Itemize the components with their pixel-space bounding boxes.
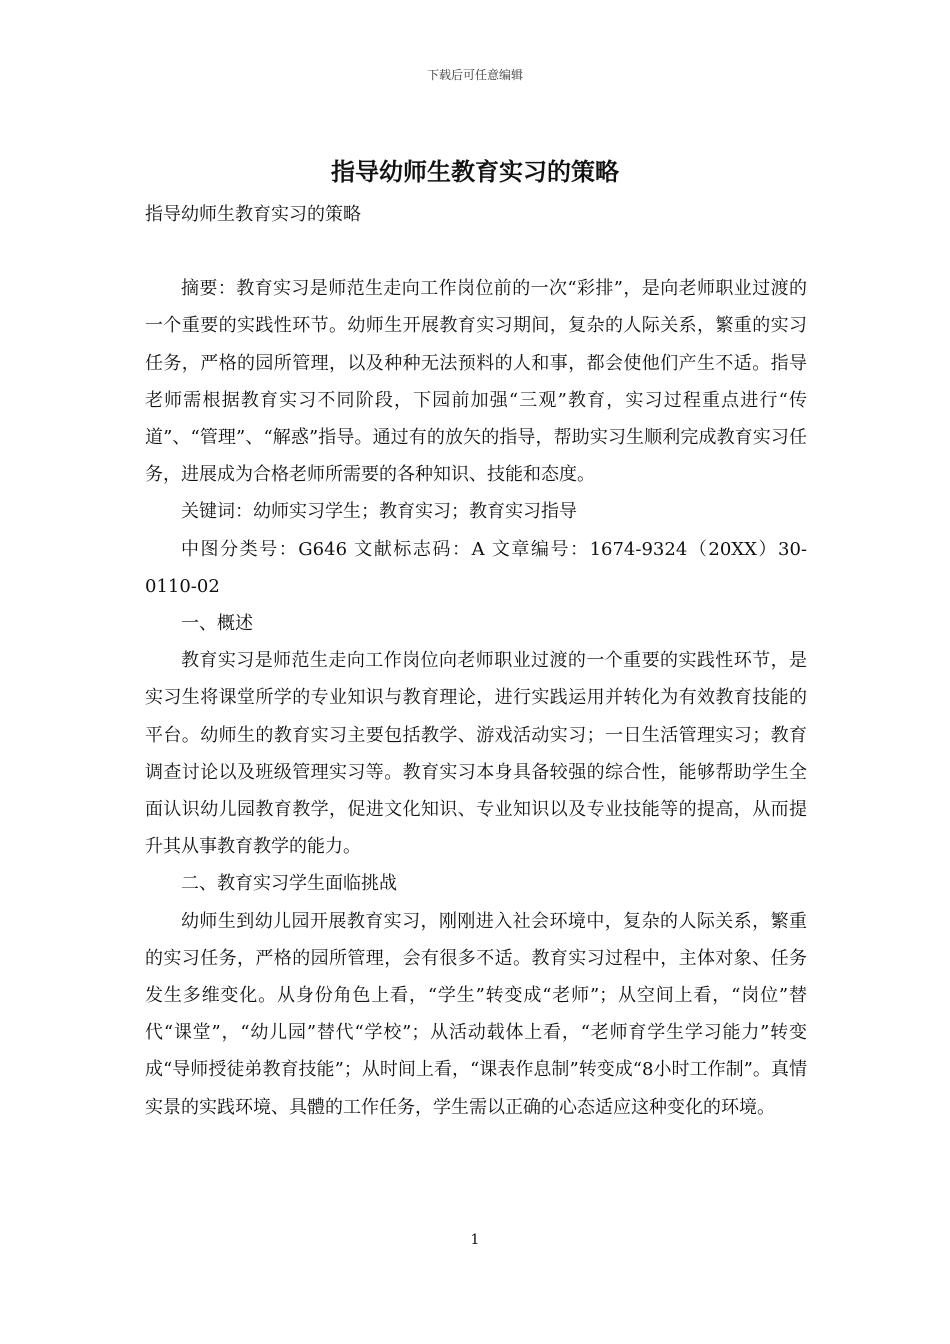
section-body-challenges: 幼师生到幼儿园开展教育实习，刚刚进入社会环境中，复杂的人际关系，繁重的实习任务，严格的园所管理，会有很多不适。教育实习过程中，主体对象、任务发生多维变化。从身份角色上看，“学生”转变成“老师”；从空间上看，“岗位”替代“课堂”，“幼儿园”替代“学校”；从活动载体上看，“老师育学生学习能力”转变成“导师授徒弟教育技能”；从时间上看，“课表作息制”转变成“8小时工作制”。真情实景的实践环境、具體的工作任务，学生需以正确的心态适应这种变化的环境。 xyxy=(145,910,807,1118)
header-note: 下载后可任意编辑 xyxy=(426,68,523,82)
document-subtitle: 指导幼师生教育实习的策略 xyxy=(145,204,361,225)
classification-line: 中图分类号：G646 文献标志码：A 文章编号：1674-9324（20XX）30-0110-02 xyxy=(145,538,807,597)
section-heading-challenges: 二、教育实习学生面临挑战 xyxy=(181,873,397,895)
section-heading-overview: 一、概述 xyxy=(181,613,253,635)
abstract-paragraph: 摘要：教育实习是师范生走向工作岗位前的一次“彩排”，是向老师职业过渡的一个重要的实践性环节。幼师生开展教育实习期间，复杂的人际关系，繁重的实习任务，严格的园所管理，以及种种无法预料的人和事，都会使他们产生不适。指导老师需根据教育实习不同阶段，下园前加强“三观”教育，实习过程重点进行“传道”、“管理”、“解惑”指导。通过有的放矢的指导，帮助实习生顺利完成教育实习任务，进展成为合格老师所需要的各种知识、技能和态度。 xyxy=(145,278,807,486)
document-body xyxy=(145,196,807,1126)
section-body-overview: 教育实习是师范生走向工作岗位向老师职业过渡的一个重要的实践性环节，是实习生将课堂所学的专业知识与教育理论，进行实践运用并转化为有效教育技能的平台。幼师生的教育实习主要包括教学、游戏活动实习；一日生活管理实习；教育调查讨论以及班级管理实习等。教育实习本身具备较强的综合性，能够帮助学生全面认识幼儿园教育教学，促进文化知识、专业知识以及专业技能等的提高，从而提升其从事教育教学的能力。 xyxy=(145,650,807,858)
document-title: 指导幼师生教育实习的策略 xyxy=(331,158,619,186)
keywords-line: 关键词：幼师实习学生；教育实习；教育实习指导 xyxy=(181,501,577,523)
page-number: 1 xyxy=(470,1232,480,1248)
